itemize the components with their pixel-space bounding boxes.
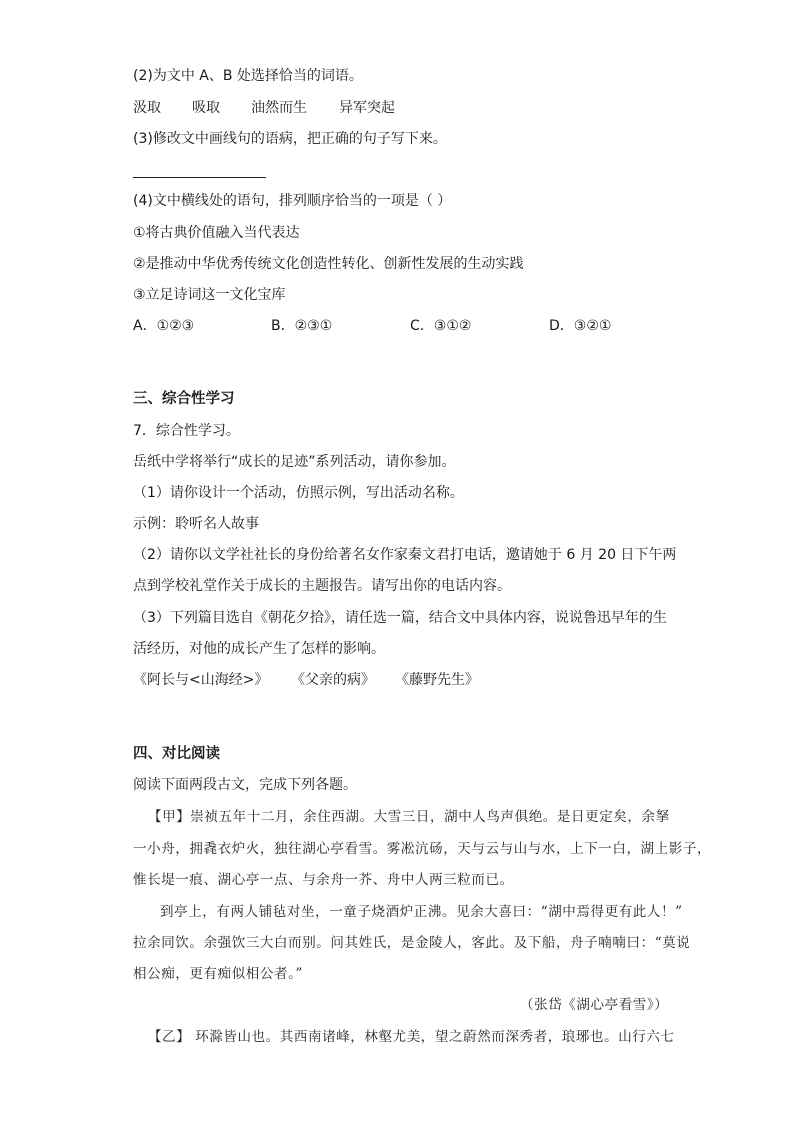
choice-c: C．③①② — [410, 318, 472, 334]
q7-sub2-line2: 点到学校礼堂作关于成长的主题报告。请写出你的电话内容。 — [133, 578, 511, 594]
passage-jia-source: （张岱《湖心亭看雪》） — [520, 997, 669, 1013]
q7-sub2-line1: （2）请你以文学社社长的身份给著名女作家秦文君打电话，邀请她于 6 月 20 日下午两 — [133, 547, 677, 563]
passage-jia-line: 一小舟，拥毳衣炉火，独往湖心亭看雪。雾凇沆砀，天与云与山与水，上下一白，湖上影子， — [133, 841, 712, 857]
option-word: 吸取 — [192, 100, 220, 116]
q4-item: ②是推动中华优秀传统文化创造性转化、创新性发展的生动实践 — [133, 256, 524, 272]
q3-prompt: (3)修改文中画线句的语病，把正确的句子写下来。 — [133, 131, 447, 147]
q7-sub1: （1）请你设计一个活动，仿照示例，写出活动名称。 — [133, 485, 464, 501]
option-word: 油然而生 — [251, 100, 307, 116]
q4-choices — [133, 317, 611, 335]
q7-sub3-line2: 活经历，对他的成长产生了怎样的影响。 — [133, 641, 385, 657]
section-4-instruction: 阅读下面两段古文，完成下列各题。 — [133, 777, 357, 793]
choice-d: D．③②① — [549, 318, 612, 334]
title-item: 《阿长与<山海经>》 — [133, 672, 269, 688]
choice-a: A．①②③ — [133, 318, 195, 334]
passage-jia-p2-line: 相公痴，更有痴似相公者。” — [133, 966, 303, 982]
q7-titles — [133, 671, 479, 689]
passage-jia-p2-line: 到亭上，有两人铺毡对坐，一童子烧酒炉正沸。见余大喜曰：“湖中焉得更有此人！” — [160, 904, 683, 920]
q7-example: 示例：聆听名人故事 — [133, 516, 259, 532]
q7-sub3-line1: （3）下列篇目选自《朝花夕拾》，请任选一篇，结合文中具体内容，说说鲁迅早年的生 — [133, 610, 667, 626]
title-item: 《藤野先生》 — [395, 672, 479, 688]
title-item: 《父亲的病》 — [291, 672, 375, 688]
option-word: 异军突起 — [339, 100, 395, 116]
section-4-heading: 四、对比阅读 — [133, 746, 220, 762]
passage-jia-line: 惟长堤一痕、湖心亭一点、与余舟一芥、舟中人两三粒而已。 — [133, 872, 514, 888]
option-word: 汲取 — [133, 100, 161, 116]
passage-jia-p2-line: 拉余同饮。余强饮三大白而别。问其姓氏，是金陵人，客此。及下船，舟子喃喃曰：“莫说 — [133, 935, 691, 951]
q4-item: ①将古典价值融入当代表达 — [133, 225, 300, 241]
q4-item: ③立足诗词这一文化宝库 — [133, 287, 286, 303]
choice-b: B．②③① — [271, 318, 333, 334]
answer-blank-line — [133, 177, 266, 178]
q7-intro: 岳纸中学将举行“成长的足迹”系列活动，请你参加。 — [133, 454, 456, 470]
q2-options — [133, 99, 395, 117]
passage-yi-line: 【乙】 环滁皆山也。其西南诸峰，林壑尤美，望之蔚然而深秀者，琅琊也。山行六七 — [148, 1029, 675, 1045]
section-3-heading: 三、综合性学习 — [133, 391, 235, 407]
q2-prompt: (2)为文中 A、B 处选择恰当的词语。 — [133, 68, 363, 84]
passage-jia-line: 【甲】崇祯五年十二月，余住西湖。大雪三日，湖中人鸟声俱绝。是日更定矣，余拏 — [148, 809, 670, 825]
q4-prompt: (4)文中横线处的语句，排列顺序恰当的一项是（ ） — [133, 193, 452, 209]
q7-title: 7．综合性学习。 — [133, 423, 240, 439]
